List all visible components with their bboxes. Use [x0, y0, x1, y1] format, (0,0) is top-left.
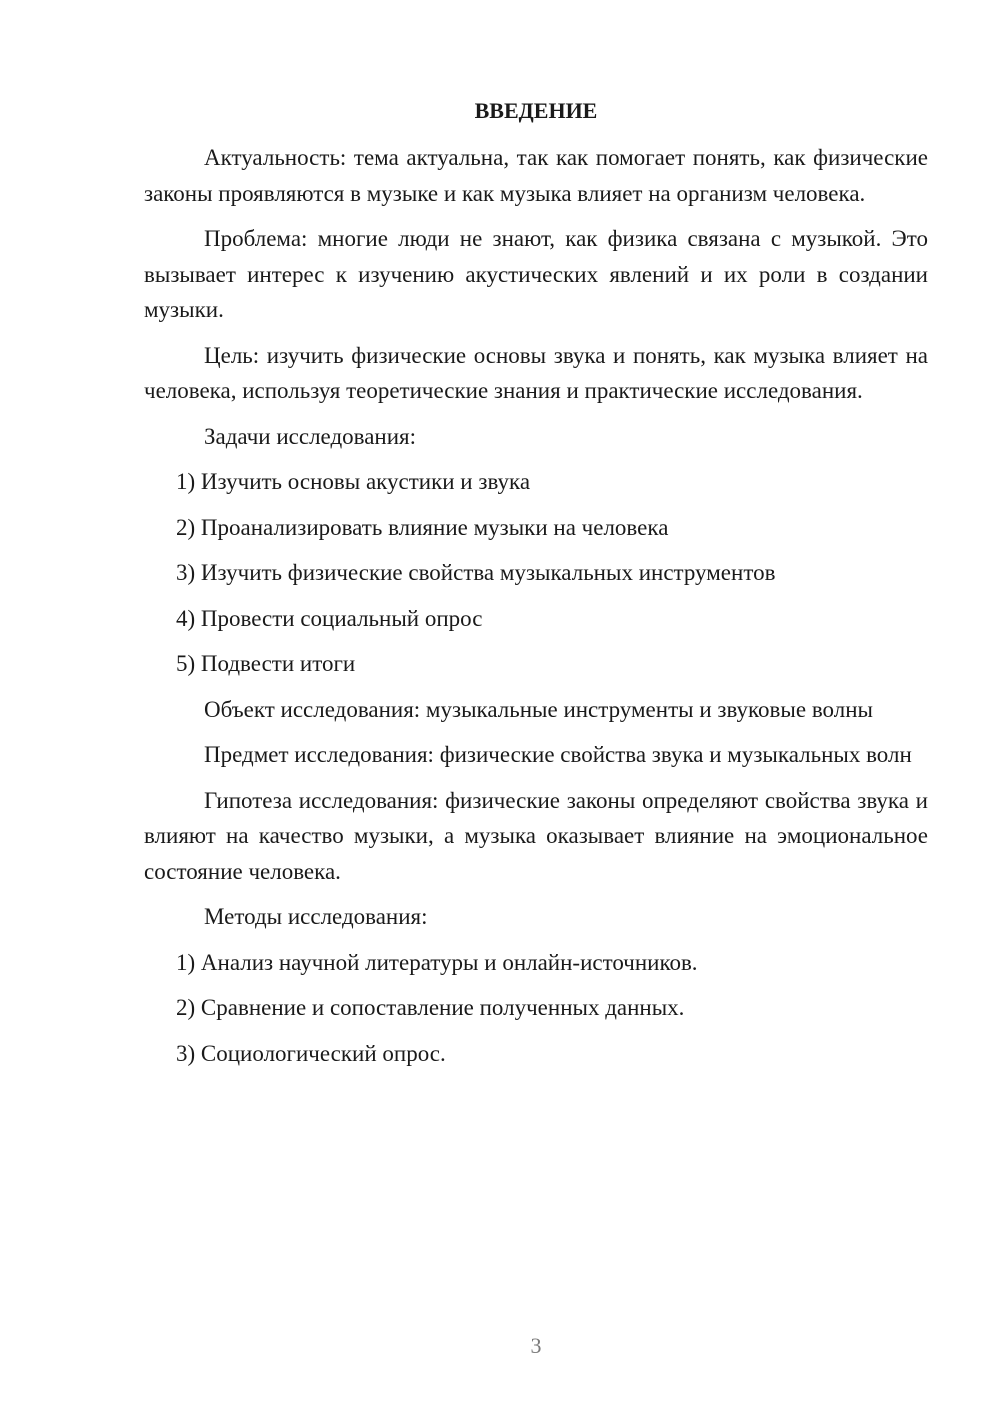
relevance-paragraph: Актуальность: тема актуальна, так как помогает понять, как физические законы проявляются в музыке и как музыка влияет на организм человека. [144, 145, 928, 206]
page-number: 3 [530, 1333, 542, 1358]
object-paragraph: Объект исследования: музыкальные инструменты и звуковые волны [204, 696, 873, 722]
goal-paragraph: Цель: изучить физические основы звука и понять, как музыка влияет на человека, используя теоретические знания и практические исследования. [144, 342, 928, 403]
task-item: 1) Изучить основы акустики и звука [176, 469, 531, 494]
methods-heading: Методы исследования: [204, 904, 428, 929]
tasks-heading: Задачи исследования: [204, 423, 417, 449]
method-item: 1) Анализ научной литературы и онлайн-источников. [176, 949, 698, 975]
method-item: 3) Социологический опрос. [176, 1040, 446, 1066]
document-body [144, 96, 928, 1081]
task-item: 2) Проанализировать влияние музыки на человека [176, 514, 669, 540]
problem-paragraph: Проблема: многие люди не знают, как физика связана с музыкой. Это вызывает интерес к изучению акустических явлений и их роли в создании музыки. [144, 226, 928, 322]
method-item: 2) Сравнение и сопоставление полученных данных. [176, 995, 685, 1020]
task-item: 5) Подвести итоги [176, 651, 356, 676]
task-item: 3) Изучить физические свойства музыкальных инструментов [176, 560, 776, 585]
task-item: 4) Провести социальный опрос [176, 605, 483, 631]
page-title: ВВЕДЕНИЕ [474, 98, 598, 123]
hypothesis-paragraph: Гипотеза исследования: физические законы определяют свойства звука и влияют на качество музыки, а музыка оказывает влияние на эмоциональное состояние человека. [144, 787, 928, 884]
subject-paragraph: Предмет исследования: физические свойства звука и музыкальных волн [204, 742, 912, 767]
